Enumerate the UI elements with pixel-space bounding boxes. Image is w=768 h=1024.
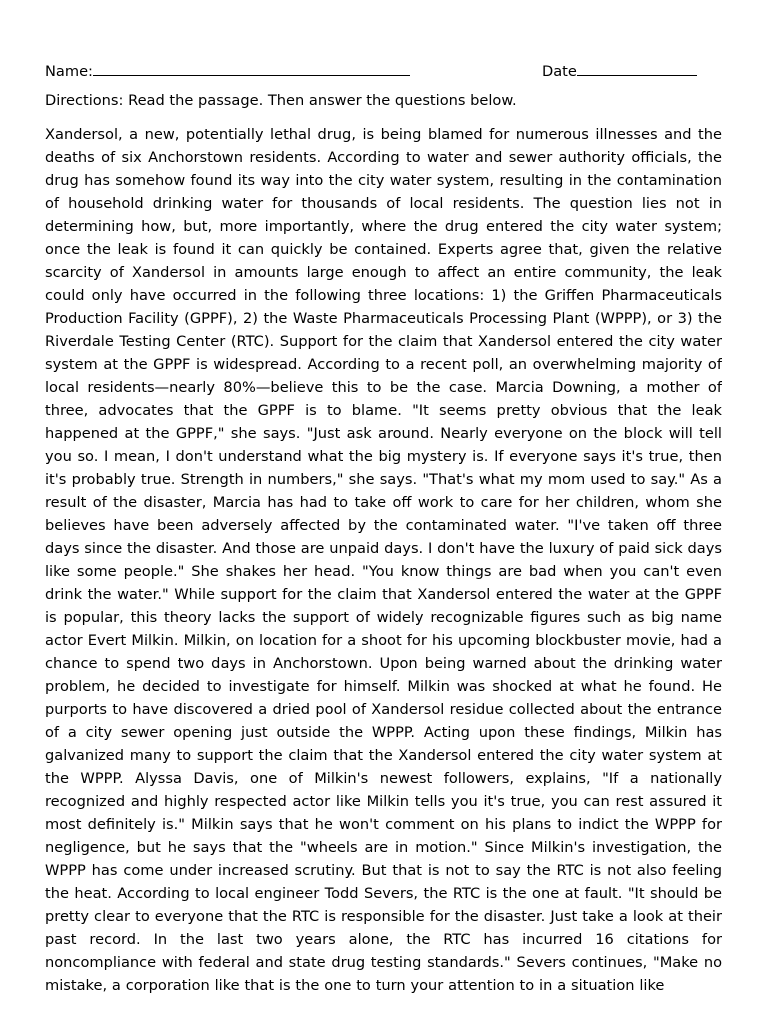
name-blank-line[interactable] (93, 61, 410, 76)
date-field (542, 61, 697, 81)
worksheet-page (45, 0, 722, 1024)
reading-passage: Xandersol, a new, potentially lethal drug, is being blamed for numerous illnesses and the deaths of six Anchorstown residents. According to water and sewer authority officials, the drug has somehow found its way into the city water system, resulting in the contamination of household drinking water for thousands of local residents. The question lies not in determining how, but, more importantly, where the drug entered the city water system; once the leak is found it can quickly be contained. Experts agree that, given the relative scarcity of Xandersol in amounts large enough to affect an entire community, the leak could only have occurred in the following three locations: 1) the Griffen Pharmaceuticals Production Facility (GPPF), 2) the Waste Pharmaceuticals Processing Plant (WPPP), or 3) the Riverdale Testing Center (RTC). Support for the claim that Xandersol entered the city water system at the GPPF is widespread. According to a recent poll, an overwhelming majority of local residents—nearly 80%—believe this to be the case. Marcia Downing, a mother of three, advocates that the GPPF is to blame. "It seems pretty obvious that the leak happened at the GPPF," she says. "Just ask around. Nearly everyone on the block will tell you so. I mean, I don't understand what the big mystery is. If everyone says it's true, then it's probably true. Strength in numbers," she says. "That's what my mom used to say." As a result of the disaster, Marcia has had to take off work to care for her children, whom she believes have been adversely affected by the contaminated water. "I've taken off three days since the disaster. And those are unpaid days. I don't have the luxury of paid sick days like some people." She shakes her head. "You know things are bad when you can't even drink the water." While support for the claim that Xandersol entered the water at the GPPF is popular, this theory lacks the support of widely recognizable figures such as big name actor Evert Milkin. Milkin, on location for a shoot for his upcoming blockbuster movie, had a chance to spend two days in Anchorstown. Upon being warned about the drinking water problem, he decided to investigate for himself. Milkin was shocked at what he found. He purports to have discovered a dried pool of Xandersol residue collected about the entrance of a city sewer opening just outside the WPPP. Acting upon these findings, Milkin has galvanized many to support the claim that the Xandersol entered the city water system at the WPPP. Alyssa Davis, one of Milkin's newest followers, explains, "If a nationally recognized and highly respected actor like Milkin tells you it's true, you can rest assured it most definitely is." Milkin says that he won't comment on his plans to indict the WPPP for negligence, but he says that the "wheels are in motion." Since Milkin's investigation, the WPPP has come under increased scrutiny. But that is not to say the RTC is not also feeling the heat. According to local engineer Todd Severs, the RTC is the one at fault. "It should be pretty clear to everyone that the RTC is responsible for the disaster. Just take a look at their past record. In the last two years alone, the RTC has incurred 16 citations for noncompliance with federal and state drug testing standards." Severs continues, "Make no mistake, a corporation like that is the one to turn your attention to in a situation like (45, 126, 722, 994)
name-field (45, 61, 410, 81)
directions-text: Directions: Read the passage. Then answer the questions below. (45, 92, 517, 109)
name-label: Name: (45, 63, 93, 80)
date-blank-line[interactable] (577, 61, 697, 76)
date-label: Date (542, 63, 577, 80)
header-row (45, 61, 722, 81)
